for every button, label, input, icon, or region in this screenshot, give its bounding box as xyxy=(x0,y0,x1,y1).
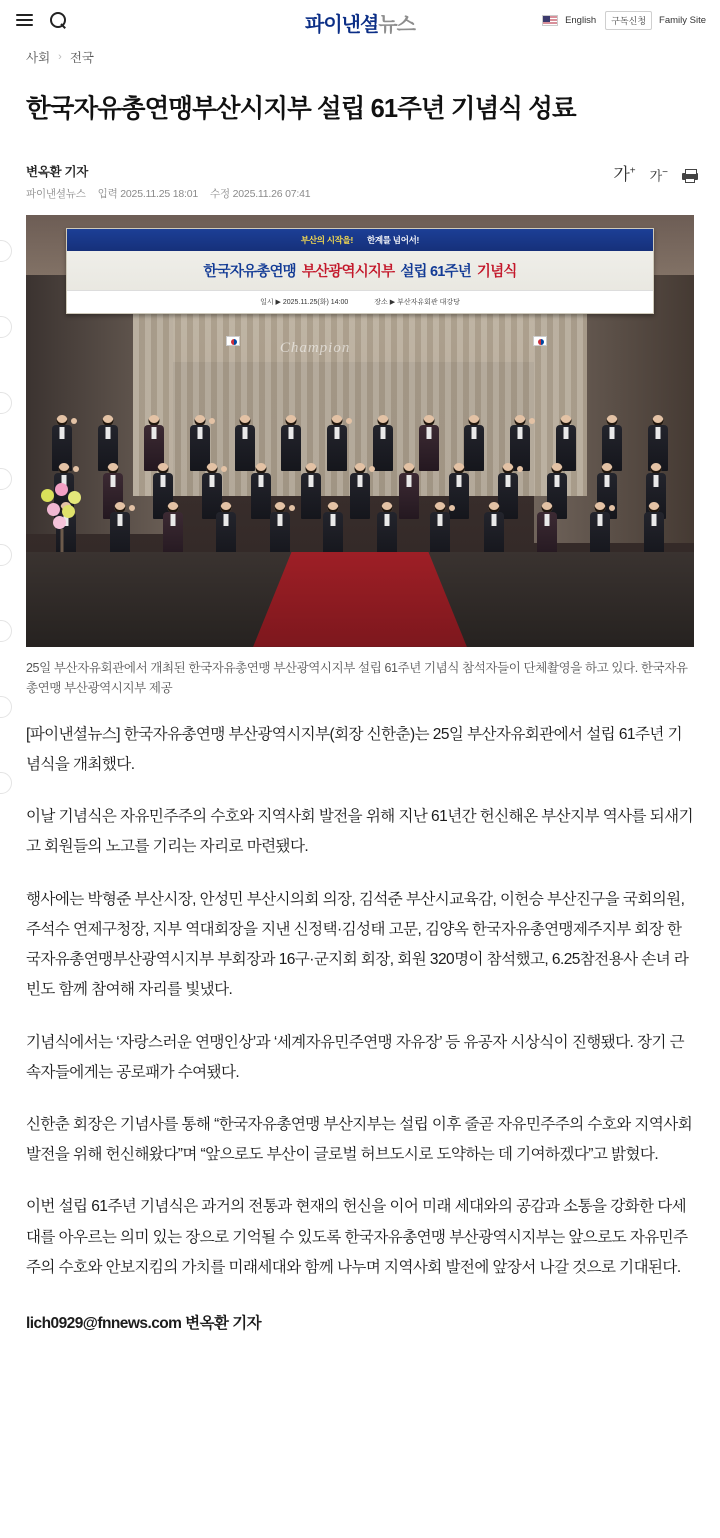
article-tools xyxy=(613,166,698,183)
logo-sub-text: 뉴스 xyxy=(378,14,415,36)
published-time: 입력 2025.11.25 18:01 xyxy=(97,187,199,200)
banner-date: 일시 ▶ 2025.11.25(화) 14:00 xyxy=(260,298,349,306)
banner-ceremony: 기념식 xyxy=(476,263,517,280)
share-dot-3[interactable] xyxy=(0,392,12,414)
banner-anniversary: 설립 61주년 xyxy=(400,263,471,280)
share-dot-1[interactable] xyxy=(0,240,12,262)
banner-place: 장소 ▶ 부산자유회관 대강당 xyxy=(374,298,460,306)
updated-time: 수정 2025.11.26 07:41 xyxy=(210,187,311,200)
hamburger-icon[interactable] xyxy=(14,10,34,30)
attendees-group xyxy=(39,379,680,560)
print-icon[interactable] xyxy=(682,169,698,183)
banner-branch: 부산광역시지부 xyxy=(301,263,395,280)
byline xyxy=(0,144,720,201)
banner-slogan-right: 한계를 넘어서! xyxy=(366,234,420,245)
font-increase-button[interactable]: 가+ xyxy=(613,164,636,184)
breadcrumb xyxy=(0,40,720,66)
share-dot-4[interactable] xyxy=(0,468,12,490)
reporter-email-line[interactable]: lich0929@fnnews.com 변옥환 기자 xyxy=(26,1315,262,1333)
site-header xyxy=(0,0,720,40)
article-figure xyxy=(26,215,694,698)
subscribe-button[interactable]: 구독신청 xyxy=(605,11,652,30)
share-dot-6[interactable] xyxy=(0,620,12,642)
outlet-name: 파이낸셜뉴스 xyxy=(26,187,86,200)
search-icon[interactable] xyxy=(48,10,68,30)
breadcrumb-item-national[interactable]: 전국 xyxy=(69,51,94,65)
family-site-link[interactable]: Family Site xyxy=(659,14,706,26)
reporter-name[interactable]: 변옥환 기자 xyxy=(26,164,89,179)
page-title: 한국자유총연맹부산시지부 설립 61주년 기념식 성료 xyxy=(26,95,576,124)
logo-main-text: 파이낸셜 xyxy=(305,14,379,36)
header-left-controls xyxy=(14,10,68,30)
article-paragraph-1: [파이낸셜뉴스] 한국자유총연맹 부산광역시지부(회장 신한춘)는 25일 부산자유회관에서 설립 61주년 기념식을 개최했다. xyxy=(26,725,682,774)
share-dot-8[interactable] xyxy=(0,772,12,794)
breadcrumb-item-society[interactable]: 사회 xyxy=(26,51,51,65)
language-link[interactable]: English xyxy=(565,14,597,26)
korean-flag-icon-left xyxy=(226,336,240,346)
article-paragraph-3: 행사에는 박형준 부산시장, 안성민 부산시의회 의장, 김석준 부산시교육감, 이헌승 부산진구을 국회의원, 주석수 연제구청장, 지부 역대회장을 지낸 신정택·김성태 고문, 김양옥 한국자유총연맹제주지부 회장 한국자유총연맹부산광역시지부 부회장과 16구·군지회 회장, 회원 320명이 참석했고, 6.25참전용사 손녀 라빈도 함께 참여해 자리를 빛냈다. xyxy=(26,890,689,999)
font-decrease-button[interactable]: 가− xyxy=(649,167,668,184)
article-body xyxy=(0,698,720,1283)
article-paragraph-2: 이날 기념식은 자유민주주의 수호와 지역사회 발전을 위해 지난 61년간 헌신해온 부산지부 역사를 되새기고 회원들의 노고를 기리는 자리로 마련됐다. xyxy=(26,808,693,856)
article-photo xyxy=(26,215,694,647)
article-meta xyxy=(26,186,694,201)
banner-org: 한국자유총연맹 xyxy=(203,263,296,280)
korean-flag-icon-right xyxy=(533,336,547,346)
share-dot-7[interactable] xyxy=(0,696,12,718)
share-dot-2[interactable] xyxy=(0,316,12,338)
article-paragraph-5: 신한춘 회장은 기념사를 통해 “한국자유총연맹 부산지부는 설립 이후 줄곧 자유민주주의 수호와 지역사회 발전을 위해 헌신해왔다”며 “앞으로도 부산이 글로벌 허브도시로 도약하는 데 기여하겠다”고 밝혔다. xyxy=(26,1116,693,1164)
article-paragraph-6: 이번 설립 61주년 기념식은 과거의 전통과 현재의 헌신을 이어 미래 세대와의 공감과 소통을 강화한 다세대를 아우르는 의미 있는 장으로 기억될 수 있도록 한국자유총연맹 부산광역시지부는 앞으로도 자유민주주의 수호와 안보지킴의 가치를 미래세대와 함께 나누며 지역사회 발전에 앞장서 나갈 것으로 기대된다. xyxy=(26,1198,688,1276)
breadcrumb-separator-icon: › xyxy=(58,51,62,63)
banner-slogan-left: 부산의 시작을! xyxy=(300,234,353,245)
event-banner xyxy=(66,228,654,314)
header-right-controls xyxy=(542,11,706,30)
stage-champion-text: Champion xyxy=(279,340,351,357)
left-share-rail xyxy=(0,240,12,848)
photo-caption: 25일 부산자유회관에서 개최된 한국자유총연맹 부산광역시지부 설립 61주년 기념식 참석자들이 단체촬영을 하고 있다. 한국자유총연맹 부산광역시지부 제공 xyxy=(26,660,688,695)
us-flag-icon xyxy=(542,15,558,26)
share-dot-5[interactable] xyxy=(0,544,12,566)
article-paragraph-4: 기념식에서는 ‘자랑스러운 연맹인상’과 ‘세계자유민주연맹 자유장’ 등 유공자 시상식이 진행됐다. 장기 근속자들에게는 공로패가 수여됐다. xyxy=(26,1033,685,1081)
